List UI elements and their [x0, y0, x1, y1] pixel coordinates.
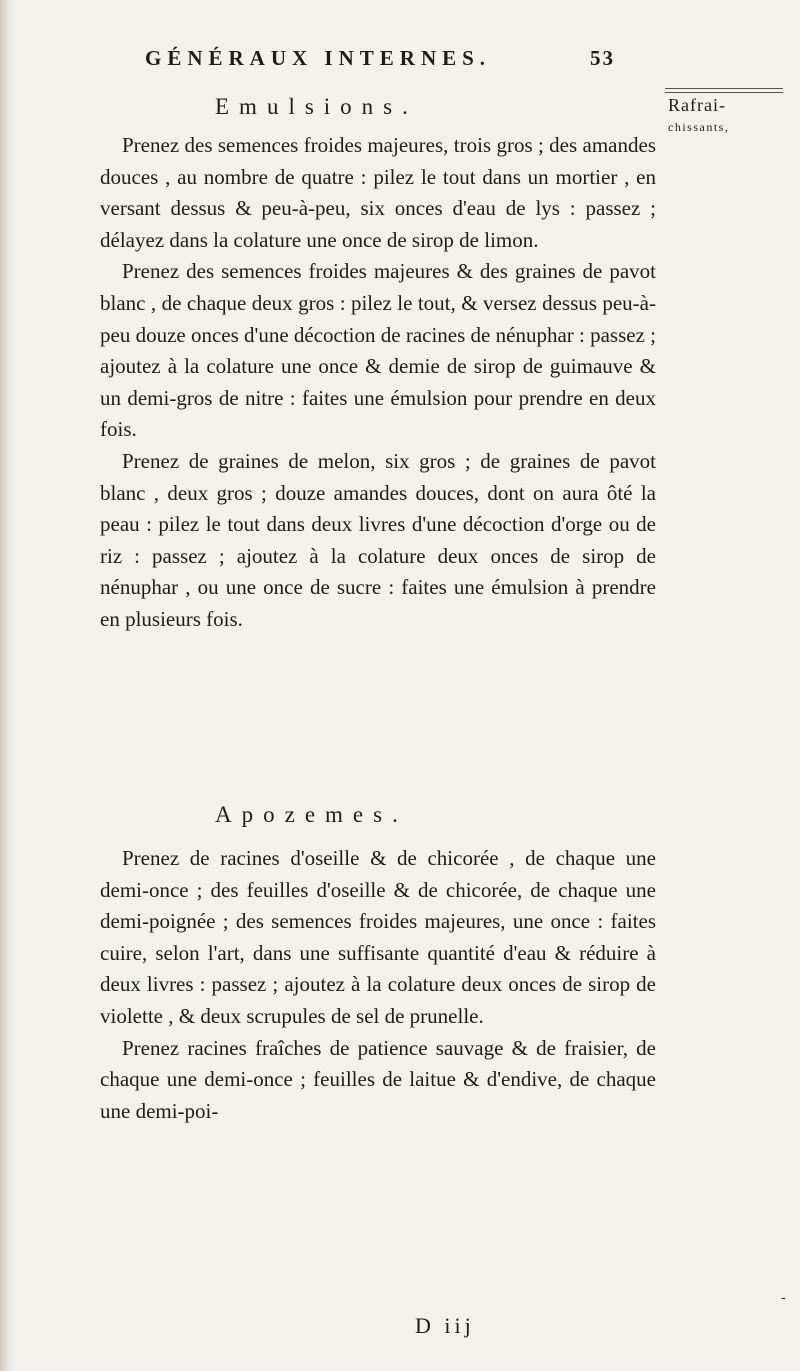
- margin-rule: [665, 88, 783, 93]
- signature-mark: D iij: [415, 1313, 475, 1338]
- page-number: 53: [590, 46, 615, 70]
- running-head: [145, 46, 615, 71]
- paragraph: Prenez de graines de melon, six gros ; de graines de pavot blanc , deux gros ; douze amandes douces, dont on aura ôté la peau : pilez le tout dans deux livres d'une décoction d'orge ou de riz : passez ; ajoutez à la colature deux onces de sirop de nénuphar , ou une once de sucre : faites une émulsion à prendre en plusieurs fois.: [100, 448, 656, 631]
- page-gutter-shadow: [0, 0, 14, 1371]
- section-body-emulsions: [100, 130, 656, 636]
- section-heading-apozemes: Apozemes.: [215, 802, 408, 827]
- paragraph: Prenez des semences froides majeures, trois gros ; des amandes douces , au nombre de quatre : pilez le tout dans un mortier , en versant dessus & peu-à-peu, six onces d'eau de lys : passez ; délayez dans la colature une once de sirop de limon.: [100, 133, 656, 252]
- margin-note-line-2: chissants,: [668, 120, 730, 134]
- paragraph: Prenez racines fraîches de patience sauvage & de fraisier, de chaque une demi-once ; feuilles de laitue & d'endive, de chaque une demi-poi-: [100, 1035, 656, 1123]
- paragraph: Prenez de racines d'oseille & de chicorée , de chaque une demi-once ; des feuilles d'oseille & de chicorée, de chaque une demi-poignée ; des semences froides majeures, une once : faites cuire, selon l'art, dans une suffisante quantité d'eau & réduire à deux livres : passez ; ajoutez à la colature deux onces de sirop de violette , & deux scrupules de sel de prunelle.: [100, 846, 656, 1028]
- margin-note: [668, 94, 798, 138]
- margin-note-line-1: Rafrai-: [668, 95, 726, 115]
- section-heading-emulsions: Emulsions.: [215, 94, 418, 119]
- running-title: GÉNÉRAUX INTERNES.: [145, 46, 492, 70]
- hyphen-mark: -: [781, 1290, 786, 1306]
- paragraph: Prenez des semences froides majeures & des graines de pavot blanc , de chaque deux gros : pilez le tout, & versez dessus peu-à-peu douze onces d'une décoction de racines de nénuphar : passez ; ajoutez à la colature une once & demie de sirop de guimauve & un demi-gros de nitre : faites une émulsion pour prendre en deux fois.: [100, 259, 656, 442]
- section-body-apozemes: [100, 843, 656, 1127]
